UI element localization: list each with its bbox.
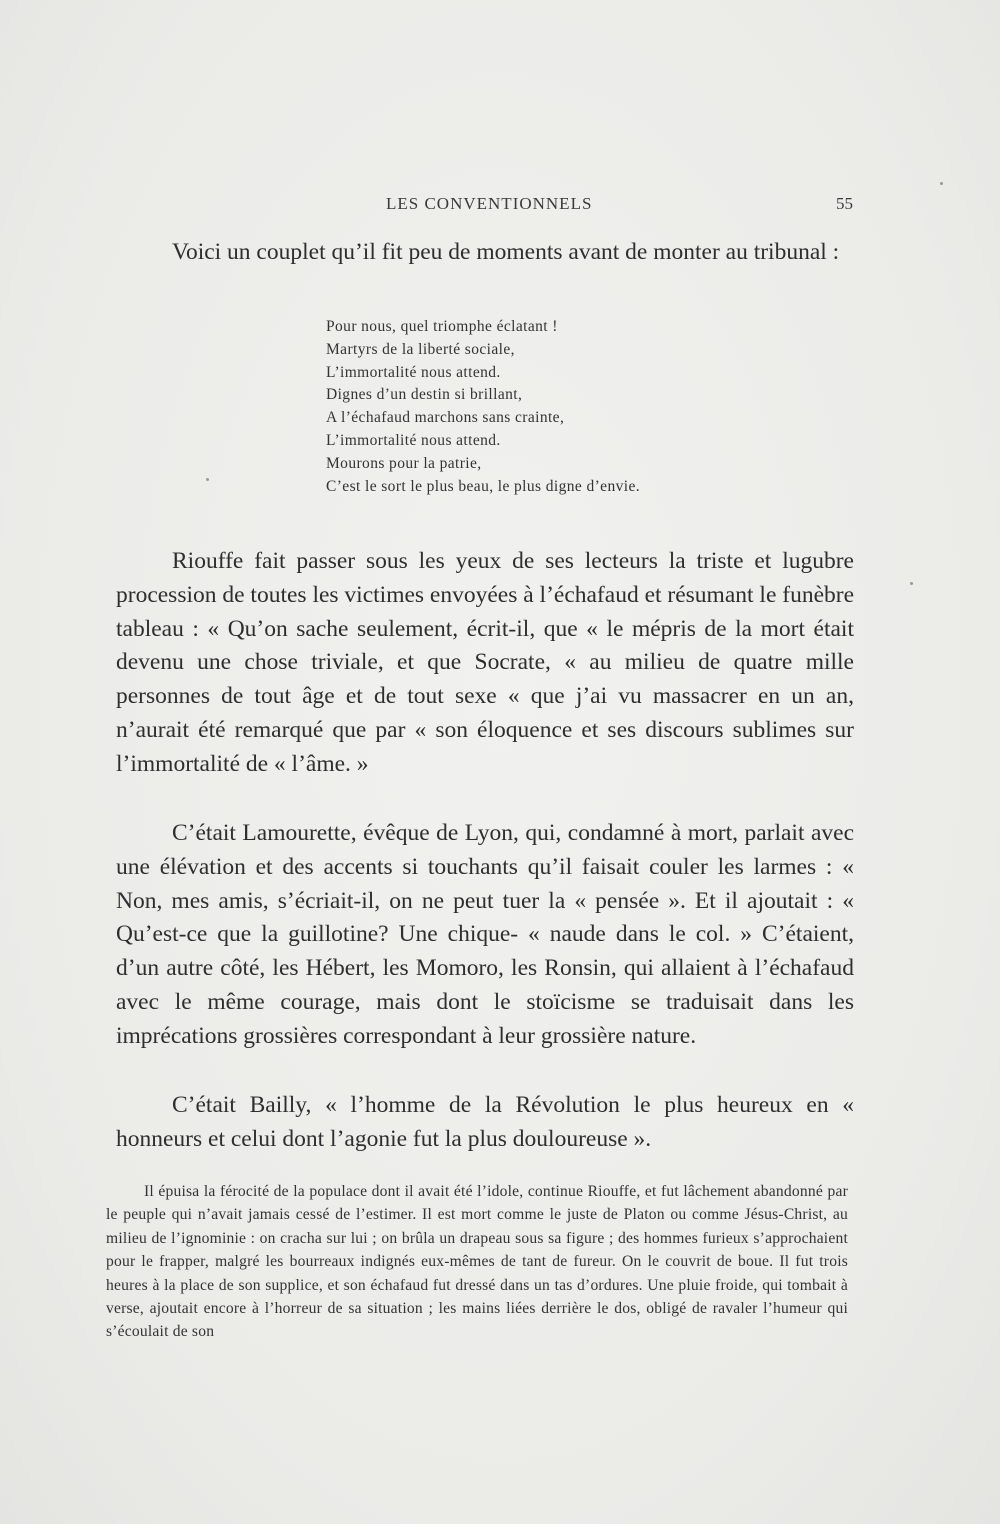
- verse-line: L’immortalité nous attend.: [326, 431, 501, 449]
- verse-line: C’est le sort le plus beau, le plus digne d’envie.: [326, 477, 641, 495]
- quoted-note: Il épuisa la férocité de la populace dont il avait été l’idole, continue Riouffe, et fut lâchement abandonné par le peuple qui n’avait jamais cessé de l’estimer. Il est mort comme le juste de Platon ou comme Jésus-Christ, au milieu de l’ignominie : on cracha sur lui ; on brûla un drapeau sous sa figure ; des hommes furieux s’approchaient pour le frapper, malgré les bourreaux indignés eux-mêmes de tant de fureur. On le couvrit de boue. Il fut trois heures à la place de son supplice, et son échafaud fut dressé dans un tas d’ordures. Une pluie froide, qui tombait à verse, ajoutait encore à l’horreur de sa situation ; les mains liées derrière le dos, obligé de ravaler l’humeur qui s’écoulait de son: [106, 1183, 848, 1341]
- body-paragraph: C’était Lamourette, évêque de Lyon, qui, condamné à mort, parlait avec une élévation et des accents si touchants qu’il faisait couler les larmes : « Non, mes amis, s’écriait-il, on ne peut tuer la « pensée ». Et il ajoutait : « Qu’est-ce que la guillotine? Une chique- « naude dans le col. » C’étaient, d’un autre côté, les Hébert, les Momoro, les Ronsin, qui allaient à l’échafaud avec le même courage, mais dont le stoïcisme se traduisait dans les imprécations grossières correspondant à leur grossière nature.: [116, 820, 854, 1049]
- page-number: 55: [836, 194, 853, 213]
- verse-line: Mourons pour la patrie,: [326, 454, 482, 472]
- verse-couplet: [326, 316, 640, 498]
- verse-line: Dignes d’un destin si brillant,: [326, 386, 523, 404]
- verse-line: L’immortalité nous attend.: [326, 363, 501, 381]
- verse-line: Pour nous, quel triomphe éclatant !: [326, 318, 558, 335]
- verse-line: Martyrs de la liberté sociale,: [326, 340, 515, 358]
- running-title: LES CONVENTIONNELS: [386, 194, 593, 213]
- body-paragraph: Riouffe fait passer sous les yeux de ses lecteurs la triste et lugubre procession de toutes les victimes envoyées à l’échafaud et résumant le funèbre tableau : « Qu’on sache seulement, écrit-il, que « le mépris de la mort était devenu une chose triviale, et que Socrate, « au milieu de quatre mille personnes de tout âge et de tout sexe « que j’ai vu massacrer en un an, n’aurait été remarqué que par « son éloquence et ses discours sublimes sur l’immortalité de « l’âme. »: [116, 548, 855, 777]
- paper-speck: [910, 582, 913, 585]
- paper-speck: [206, 478, 209, 481]
- running-head: [0, 194, 1000, 220]
- intro-paragraph: Voici un couplet qu’il fit peu de moments avant de monter au tribunal :: [172, 239, 840, 265]
- body-paragraph: C’était Bailly, « l’homme de la Révolution le plus heureux en « honneurs et celui dont l’agonie fut la plus douloureuse ».: [116, 1092, 854, 1152]
- paper-speck: [940, 182, 943, 185]
- verse-line: A l’échafaud marchons sans crainte,: [326, 409, 565, 427]
